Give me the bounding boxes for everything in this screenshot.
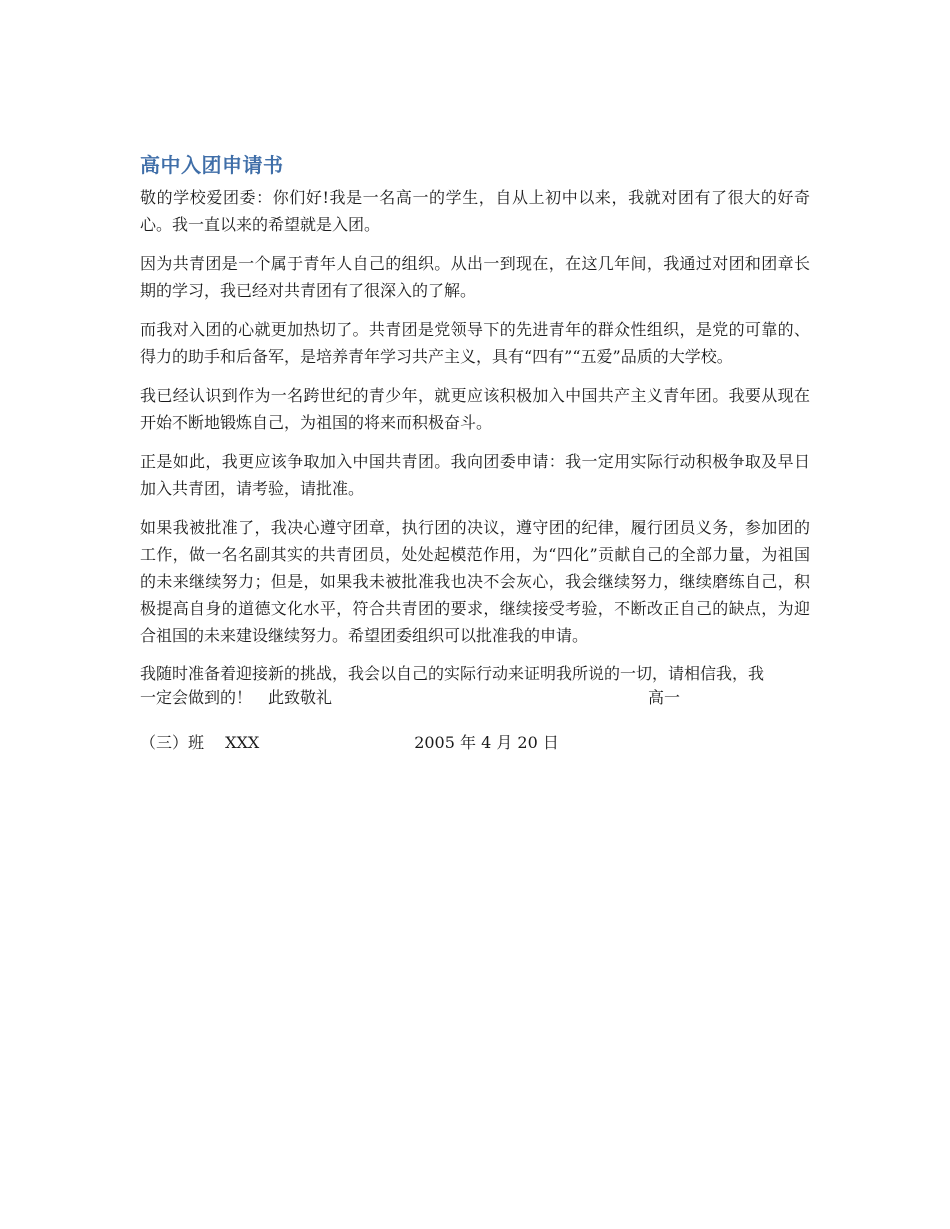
signature-name: XXX [225,733,260,752]
closing-block [140,661,810,711]
paragraph-commitment: 如果我被批准了，我决心遵守团章，执行团的决议，遵守团的纪律，履行团员义务，参加团的工作，做一名名副其实的共青团员，处处起模范作用，为“四化”贡献自己的全部力量，为祖国的未来继续努力；但是，如果我未被批准我也决不会灰心，我会继续努力，继续磨练自己，积极提高自身的道德文化水平，符合共青团的要求，继续接受考验，不断改正自己的缺点，为迎合祖国的未来建设继续努力。希望团委组织可以批准我的申请。 [140,518,810,645]
paragraph-organization: 而我对入团的心就更加热切了。共青团是党领导下的先进青年的群众性组织，是党的可靠的、得力的助手和后备军，是培养青年学习共产主义，具有“四有”“五爱”品质的大学校。 [140,320,810,366]
signature-row [140,729,810,756]
document-title: 高中入团申请书 [140,153,284,177]
salutation-text: 一定会做到的！ 此致敬礼 [140,688,333,707]
paragraph-greeting: 敬的学校爱团委：你们好!我是一名高一的学生，自从上初中以来，我就对团有了很大的好奇心。我一直以来的希望就是入团。 [140,188,810,234]
closing-line: 我随时准备着迎接新的挑战，我会以自己的实际行动来证明我所说的一切，请相信我，我 [140,664,765,683]
salutation-line [140,684,810,711]
document-body [140,150,810,756]
paragraph-awareness: 我已经认识到作为一名跨世纪的青少年，就更应该积极加入中国共产主义青年团。我要从现在开始不断地锻炼自己，为祖国的将来而积极奋斗。 [140,386,810,432]
paragraph-application: 正是如此，我更应该争取加入中国共青团。我向团委申请：我一定用实际行动积极争取及早日加入共青团，请考验，请批准。 [140,452,810,498]
signature-class: （三）班 [140,733,205,752]
paragraph-understanding: 因为共青团是一个属于青年人自己的组织。从出一到现在，在这几年间，我通过对团和团章长期的学习，我已经对共青团有了很深入的了解。 [140,254,810,300]
grade-label: 高一 [647,688,680,707]
signature-date: 2005 年 4 月 20 日 [414,733,559,752]
